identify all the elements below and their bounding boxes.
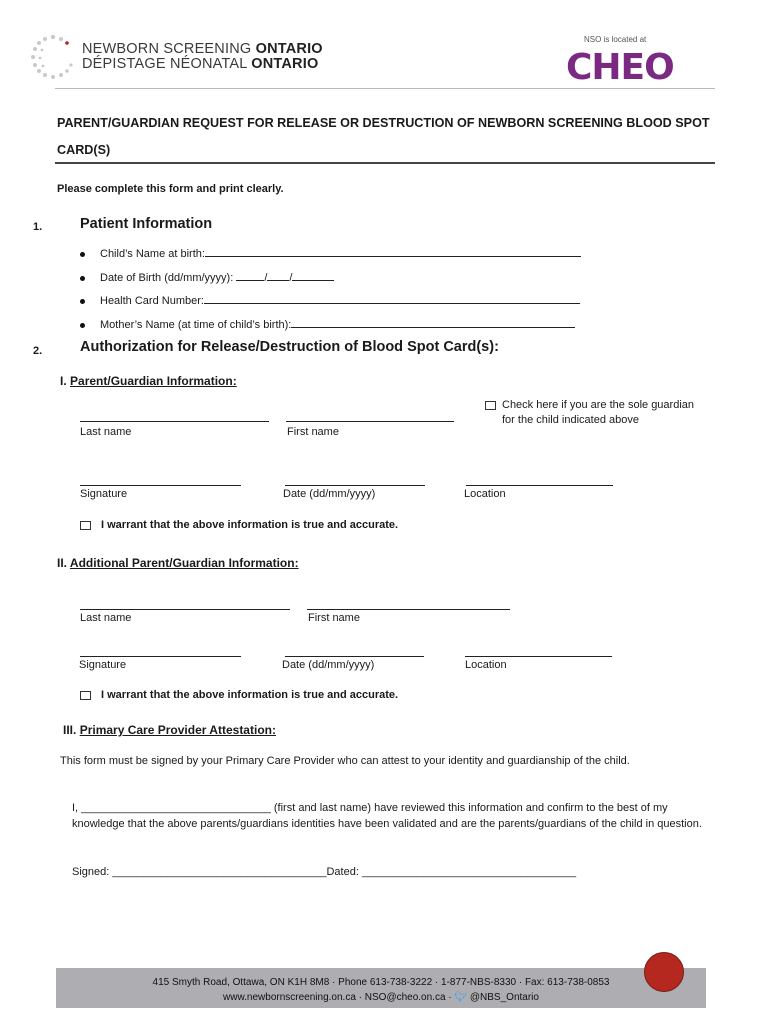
bullet-icon	[80, 299, 85, 304]
mother-name-field[interactable]: Mother’s Name (at time of child’s birth):	[80, 316, 575, 331]
header-divider	[55, 88, 715, 89]
nso-logo-dots-icon	[30, 34, 76, 80]
signature-label: Signature	[80, 488, 128, 500]
date-line[interactable]	[285, 485, 425, 486]
dob-year-line[interactable]	[292, 269, 334, 281]
checkbox-icon[interactable]	[485, 401, 496, 410]
child-name-field[interactable]: Child’s Name at birth:	[80, 245, 581, 260]
first-name-label: First name	[287, 426, 339, 438]
warrant-checkbox[interactable]: I warrant that the above information is true and accurate.	[80, 519, 398, 531]
part-1-heading: I. Parent/Guardian Information:	[60, 374, 237, 388]
checkbox-icon[interactable]	[80, 691, 91, 700]
signature-line[interactable]	[80, 485, 241, 486]
part-2-heading: II. Additional Parent/Guardian Information:	[57, 556, 299, 570]
form-title: PARENT/GUARDIAN REQUEST FOR RELEASE OR DESTRUCTION OF NEWBORN SCREENING BLOOD SPOT CARD(S)	[57, 116, 710, 157]
additional-first-name-line[interactable]	[307, 609, 510, 610]
nso-logo-wordmark: NEWBORN SCREENING ONTARIO DÉPISTAGE NÉONATAL ONTARIO	[82, 41, 323, 72]
dob-month-line[interactable]	[267, 269, 289, 281]
additional-warrant-checkbox[interactable]: I warrant that the above information is true and accurate.	[80, 689, 398, 701]
health-card-field[interactable]: Health Card Number:	[80, 292, 580, 307]
checkbox-icon[interactable]	[80, 521, 91, 530]
additional-last-name-line[interactable]	[80, 609, 290, 610]
location-label: Location	[464, 488, 506, 500]
bullet-icon	[80, 276, 85, 281]
nso-location-note: NSO is located at	[584, 35, 647, 44]
child-name-line[interactable]	[205, 245, 581, 257]
part-3-heading: III. Primary Care Provider Attestation:	[63, 723, 276, 737]
additional-location-label: Location	[465, 659, 507, 671]
date-label: Date (dd/mm/yyyy)	[283, 488, 376, 500]
attestation-intro: This form must be signed by your Primary Care Provider who can attest to your identity and guardianship of the child.	[60, 755, 630, 767]
signed-field[interactable]: Signed: ___________________________________Dated: ___________________________________	[72, 866, 577, 878]
footer-address: 415 Smyth Road, Ottawa, ON K1H 8M8 · Phone 613-738-3222 · 1-877-NBS-8330 · Fax: 613-738-0853	[152, 977, 610, 988]
bullet-icon	[80, 323, 85, 328]
last-name-line[interactable]	[80, 421, 269, 422]
additional-date-line[interactable]	[285, 656, 424, 657]
cheo-logo: CHEO	[566, 47, 674, 88]
footer-twitter[interactable]: @NBS_Ontario	[469, 992, 539, 1003]
title-divider	[55, 162, 715, 164]
attestation-statement: I, _______________________________ (first and last name) have reviewed this information and confirm to the best of my knowledge that the above parents/guardians identities have been validated and are the parents/guardians of the child in question.	[72, 802, 702, 830]
location-line[interactable]	[466, 485, 613, 486]
footer-web[interactable]: www.newbornscreening.on.ca · NSO@cheo.on.ca ·	[223, 992, 452, 1003]
additional-date-label: Date (dd/mm/yyyy)	[282, 659, 375, 671]
sole-guardian-checkbox[interactable]: Check here if you are the sole guardian for the child indicated above	[485, 398, 694, 428]
mother-name-line[interactable]	[291, 316, 575, 328]
footer-contact	[56, 975, 706, 1005]
first-name-line[interactable]	[286, 421, 454, 422]
dob-day-line[interactable]	[236, 269, 264, 281]
section-2-title: Authorization for Release/Destruction of Blood Spot Card(s):	[80, 339, 499, 355]
dob-field[interactable]: Date of Birth (dd/mm/yyyy): / /	[80, 269, 334, 284]
section-2-number: 2.	[33, 345, 43, 357]
additional-last-name-label: Last name	[80, 612, 132, 624]
additional-signature-label: Signature	[79, 659, 127, 671]
red-seal-icon	[644, 952, 684, 992]
last-name-label: Last name	[80, 426, 132, 438]
twitter-bird-icon: 🐦︎	[454, 992, 468, 1003]
section-1-title: Patient Information	[80, 216, 213, 232]
bullet-icon	[80, 252, 85, 257]
health-card-line[interactable]	[204, 292, 580, 304]
additional-signature-line[interactable]	[80, 656, 241, 657]
additional-location-line[interactable]	[465, 656, 612, 657]
section-1-number: 1.	[33, 221, 43, 233]
additional-first-name-label: First name	[308, 612, 360, 624]
form-instructions: Please complete this form and print clearly.	[57, 183, 284, 195]
